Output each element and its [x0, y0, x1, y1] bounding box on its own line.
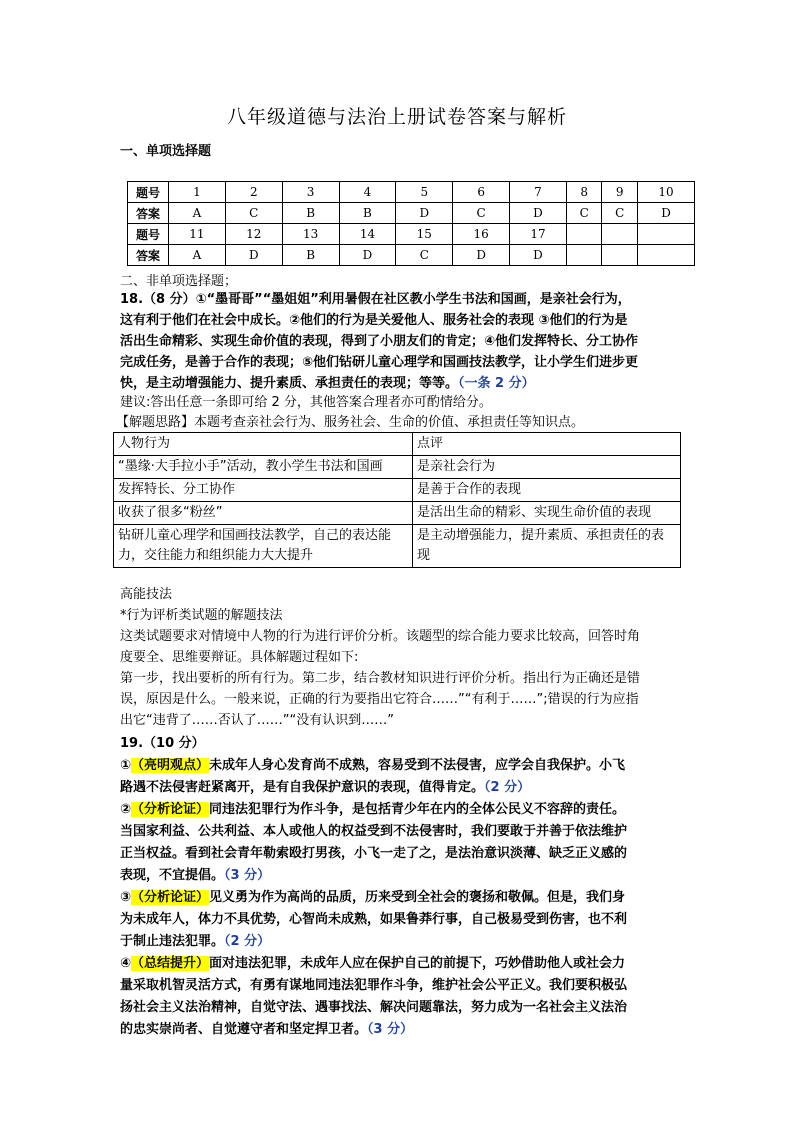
q19-marker: ②: [120, 802, 132, 817]
q19-line: [120, 1019, 682, 1041]
q19-text: 同违法犯罪行为作斗争，是包括青少年在内的全体公民义不容辞的责任。: [209, 802, 626, 817]
q19-line: [120, 887, 682, 909]
q19-text: 面对违法犯罪，未成年人应在保护自己的前提下，巧妙借助他人或社会力: [209, 956, 626, 971]
tips-line: 这类试题要求对情境中人物的行为进行评价分析。该题型的综合能力要求比较高，回答时角: [120, 629, 641, 644]
answer-table-cell: B: [282, 203, 339, 224]
q18-line-text: 快，是主动增强能力、提升素质、承担责任的表现；等等。: [120, 376, 459, 391]
answer-table-cell: 3: [282, 182, 339, 203]
answer-table-cell: 15: [396, 224, 453, 245]
q19-line: [120, 799, 682, 821]
comment-table: [113, 432, 681, 568]
answer-table-cell: D: [339, 245, 396, 266]
tips-line: 第一步，找出要析的所有行为。第二步，结合教材知识进行评价分析。指出行为正确还是错: [120, 671, 641, 686]
tips-line: 度要全、思维要辩证。具体解题过程如下:: [120, 650, 359, 665]
q18-line: 这有利于他们在社会中成长。②他们的行为是关爱他人、服务社会的表现 ③他们的行为是: [120, 313, 628, 328]
tips-line: 误，原因是什么。一般来说，正确的行为要指出它符合……”“有利于……”;错误的行为应指: [120, 692, 639, 707]
answer-table-cell: 1: [169, 182, 226, 203]
q19-line: [120, 865, 682, 887]
answer-table-row-label: 题号: [128, 182, 169, 203]
answer-table-cell: [602, 224, 638, 245]
q19-marker: ④: [120, 956, 132, 971]
comment-table-comment: 是善于合作的表现: [413, 479, 681, 502]
answer-table-cell: [566, 224, 602, 245]
answer-table-cell: 7: [510, 182, 567, 203]
answer-table-cell: C: [225, 203, 282, 224]
answer-table-cell: 17: [510, 224, 567, 245]
q19-text: 路遇不法侵害赶紧离开，是有自我保护意识的表现，值得肯定。: [120, 780, 485, 795]
q19-line: 正当权益。看到社会青年勒索殴打男孩，小飞一走了之，是法治意识淡薄、缺乏正义感的: [120, 846, 628, 861]
answer-table-row: [128, 203, 695, 224]
q19-line: [120, 931, 682, 953]
q19-text: 于制止违法犯罪。: [120, 934, 225, 949]
answer-table-cell: 5: [396, 182, 453, 203]
answer-table-cell: [602, 245, 638, 266]
q19-marker: ①: [120, 758, 132, 773]
answer-table-cell: C: [453, 203, 510, 224]
answer-table-cell: 16: [453, 224, 510, 245]
q19-line: 当国家利益、公共利益、本人或他人的权益受到不法侵害时，我们要敢于并善于依法维护: [120, 824, 628, 839]
q18-line: 18.（8 分）①“墨哥哥”“墨姐姐”利用暑假在社区教小学生书法和国画，是亲社会行为，: [120, 292, 631, 307]
answer-table-cell: C: [602, 203, 638, 224]
q19-tag: （总结提升）: [131, 956, 210, 971]
answer-table-cell: C: [566, 203, 602, 224]
q19-tag: （分析论证）: [131, 890, 210, 905]
answer-table-row: [128, 224, 695, 245]
comment-table-behavior: “墨缘·大手拉小手”活动，教小学生书法和国画: [114, 456, 413, 479]
answer-table-cell: D: [638, 203, 695, 224]
answer-table-cell: 12: [225, 224, 282, 245]
score: （3 分）: [367, 1022, 414, 1037]
q19-text: 的忠实崇尚者、自觉遵守者和坚定捍卫者。: [120, 1022, 368, 1037]
tips-line: *行为评析类试题的解题技法: [120, 608, 283, 623]
answer-table-row-label: 答案: [128, 203, 169, 224]
answer-table-cell: [638, 224, 695, 245]
q19-line: 扬社会主义法治精神，自觉守法、遇事找法、解决问题靠法，努力成为一名社会主义法治: [120, 1000, 628, 1015]
answer-table-cell: 8: [566, 182, 602, 203]
answer-table-row-label: 答案: [128, 245, 169, 266]
page-title: 八年级道德与法治上册试卷答案与解析: [226, 106, 567, 128]
q19-tag: （分析论证）: [131, 802, 210, 817]
q18-line: 完成任务，是善于合作的表现；⑤他们钻研儿童心理学和国画技法教学，让小学生们进步更: [120, 355, 639, 370]
q18-answer: [120, 289, 682, 394]
q19-text: 未成年人身心发育尚不成熟，容易受到不法侵害，应学会自我保护。小飞: [209, 758, 626, 773]
answer-table-cell: 10: [638, 182, 695, 203]
q19-line: [120, 953, 682, 975]
answer-table-row: [128, 182, 695, 203]
answer-table-cell: D: [510, 203, 567, 224]
tips-line: 高能技法: [120, 587, 173, 602]
q19-tag: （亮明观点）: [131, 758, 210, 773]
answer-table-cell: 2: [225, 182, 282, 203]
q18-line: 活出生命精彩、实现生命价值的表现，得到了小朋友们的肯定；④他们发挥特长、分工协作: [120, 334, 639, 349]
comment-table-behavior: 发挥特长、分工协作: [114, 479, 413, 502]
answer-table: [127, 181, 695, 266]
answer-table-cell: 14: [339, 224, 396, 245]
answer-table-row: [128, 245, 695, 266]
score: （3 分）: [224, 868, 271, 883]
answer-table-cell: B: [282, 245, 339, 266]
answer-table-cell: A: [169, 245, 226, 266]
score: （2 分）: [484, 780, 531, 795]
q19-head: 19.（10 分）: [120, 736, 205, 751]
q19-marker: ③: [120, 890, 132, 905]
comment-table-behavior: 钻研儿童心理学和国画技法教学，自己的表达能力，交往能力和组织能力大大提升: [114, 525, 413, 568]
answer-table-cell: B: [339, 203, 396, 224]
comment-table-header-cell: 点评: [413, 433, 681, 456]
answer-table-cell: D: [396, 203, 453, 224]
answer-table-cell: [566, 245, 602, 266]
answer-table-cell: 11: [169, 224, 226, 245]
q19-answer: [120, 733, 682, 1041]
answer-table-cell: 6: [453, 182, 510, 203]
tips-block: [120, 584, 682, 731]
comment-table-row: [114, 479, 681, 502]
q19-line: [120, 777, 682, 799]
answer-table-cell: 4: [339, 182, 396, 203]
comment-table-behavior: 收获了很多“粉丝”: [114, 502, 413, 525]
comment-table-comment: 是主动增强能力，提升素质、承担责任的表现: [413, 525, 681, 568]
comment-table-row: [114, 502, 681, 525]
section-heading-2: 二、非单项选择题；: [120, 274, 238, 289]
answer-table-cell: [638, 245, 695, 266]
comment-table-header: [114, 433, 681, 456]
q19-line: 为未成年人，体力不具优势，心智尚未成熟，如果鲁莽行事，自己极易受到伤害，也不利: [120, 912, 628, 927]
comment-table-comment: 是亲社会行为: [413, 456, 681, 479]
tips-line: 出它“违背了……否认了……”“没有认识到……”: [120, 713, 394, 728]
answer-table-cell: 13: [282, 224, 339, 245]
answer-table-cell: C: [396, 245, 453, 266]
q18-approach: 【解题思路】本题考查亲社会行为、服务社会、生命的价值、承担责任等知识点。: [116, 415, 585, 430]
comment-table-row: [114, 456, 681, 479]
answer-table-cell: A: [169, 203, 226, 224]
q19-line: [120, 755, 682, 777]
comment-table-comment: 是活出生命的精彩、实现生命价值的表现: [413, 502, 681, 525]
comment-table-row: [114, 525, 681, 568]
answer-table-row-label: 题号: [128, 224, 169, 245]
score: （一条 2 分）: [458, 376, 535, 391]
q19-text: 见义勇为作为高尚的品质，历来受到全社会的褒扬和敬佩。但是，我们身: [209, 890, 626, 905]
answer-table-cell: D: [453, 245, 510, 266]
answer-table-cell: D: [510, 245, 567, 266]
answer-table-cell: 9: [602, 182, 638, 203]
q19-line: 量采取机智灵活方式，有勇有谋地同违法犯罪作斗争，维护社会公平正义。我们要积极弘: [120, 978, 628, 993]
score: （2 分）: [224, 934, 271, 949]
q18-line: [120, 373, 682, 394]
answer-table-cell: D: [225, 245, 282, 266]
section-heading-1: 一、单项选择题: [120, 144, 212, 159]
comment-table-header-cell: 人物行为: [114, 433, 413, 456]
q18-suggestion: 建议:答出任意一条即可给 2 分，其他答案合理者亦可酌情给分。: [120, 395, 492, 410]
q19-text: 表现，不宜提倡。: [120, 868, 225, 883]
